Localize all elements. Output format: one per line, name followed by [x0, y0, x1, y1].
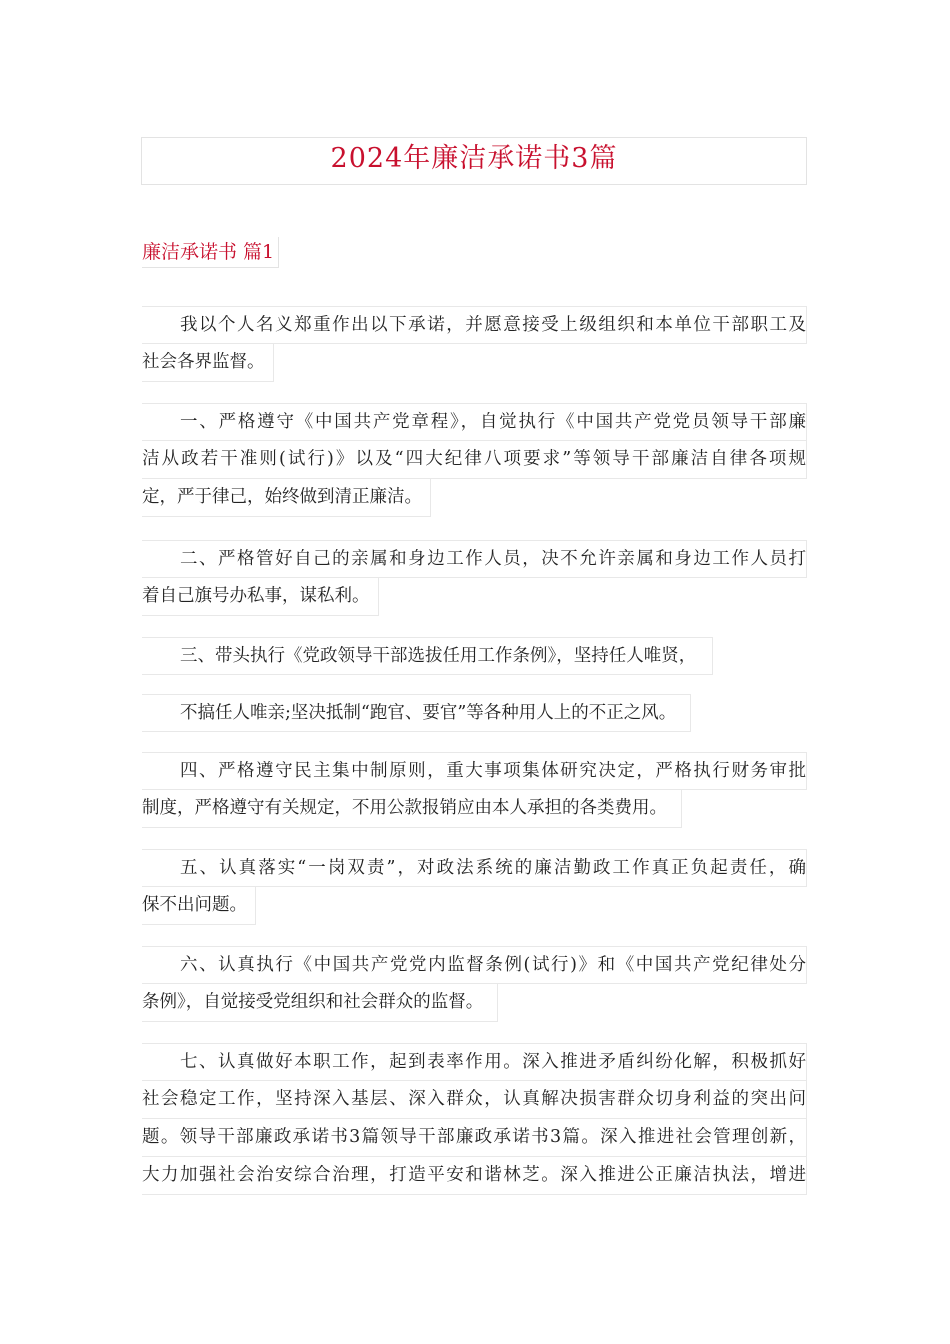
document-title: 2024年廉洁承诺书3篇 — [141, 137, 807, 185]
paragraph-line: 题。领导干部廉政承诺书3篇领导干部廉政承诺书3篇。深入推进社会管理创新， — [142, 1119, 807, 1157]
paragraph-3 — [142, 540, 807, 630]
paragraph-line: 三、带头执行《党政领导干部选拔任用工作条例》，坚持任人唯贤， — [142, 637, 713, 675]
paragraph-6 — [142, 752, 807, 842]
paragraph-line: 定，严于律己，始终做到清正廉洁。 — [142, 479, 431, 517]
paragraph-line: 四、严格遵守民主集中制原则，重大事项集体研究决定，严格执行财务审批 — [142, 752, 807, 790]
paragraph-2 — [142, 403, 807, 531]
paragraph-line: 制度，严格遵守有关规定，不用公款报销应由本人承担的各类费用。 — [142, 790, 682, 828]
paragraph-line: 洁从政若干准则(试行)》以及“四大纪律八项要求”等领导干部廉洁自律各项规 — [142, 441, 807, 479]
paragraph-8 — [142, 946, 807, 1036]
paragraph-line: 社会稳定工作，坚持深入基层、深入群众，认真解决损害群众切身利益的突出问 — [142, 1081, 807, 1119]
paragraph-line: 保不出问题。 — [142, 887, 256, 925]
paragraph-line: 着自己旗号办私事，谋私利。 — [142, 578, 379, 616]
paragraph-line: 一、严格遵守《中国共产党章程》，自觉执行《中国共产党党员领导干部廉 — [142, 403, 807, 441]
paragraph-line: 大力加强社会治安综合治理，打造平安和谐林芝。深入推进公正廉洁执法，增进 — [142, 1157, 807, 1195]
paragraph-line: 条例》，自觉接受党组织和社会群众的监督。 — [142, 984, 498, 1022]
paragraph-line: 我以个人名义郑重作出以下承诺，并愿意接受上级组织和本单位干部职工及 — [142, 306, 807, 344]
paragraph-5 — [142, 694, 691, 746]
paragraph-9 — [142, 1043, 807, 1195]
section-heading: 廉洁承诺书 篇1 — [142, 237, 279, 268]
paragraph-line: 七、认真做好本职工作，起到表率作用。深入推进矛盾纠纷化解，积极抓好 — [142, 1043, 807, 1081]
paragraph-1 — [142, 306, 807, 396]
paragraph-4 — [142, 637, 713, 689]
paragraph-line: 二、严格管好自己的亲属和身边工作人员，决不允许亲属和身边工作人员打 — [142, 540, 807, 578]
paragraph-line: 六、认真执行《中国共产党党内监督条例(试行)》和《中国共产党纪律处分 — [142, 946, 807, 984]
paragraph-7 — [142, 849, 807, 939]
paragraph-line: 社会各界监督。 — [142, 344, 274, 382]
paragraph-line: 五、认真落实“一岗双责”，对政法系统的廉洁勤政工作真正负起责任，确 — [142, 849, 807, 887]
paragraph-line: 不搞任人唯亲;坚决抵制“跑官、要官”等各种用人上的不正之风。 — [142, 694, 691, 732]
